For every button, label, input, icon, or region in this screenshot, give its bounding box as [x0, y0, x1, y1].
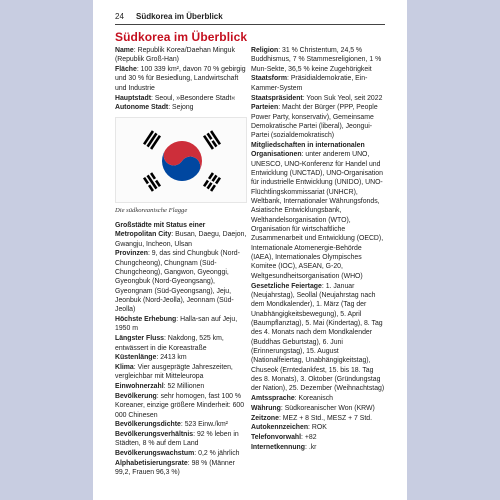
fact-entry — [251, 282, 385, 394]
fact-entry — [251, 433, 385, 442]
fact-label: Autokennzeichen — [251, 424, 309, 432]
fact-text: : 31 % Christentum, 24,5 % Buddhismus, 7 % Stammesreligionen, 1 % Mun-Sekte, 36,5 % keine Zugehörigkeit — [251, 47, 382, 73]
fact-entry — [115, 382, 247, 391]
section-title: Südkorea im Überblick — [115, 30, 248, 44]
fact-label: Name — [115, 47, 134, 54]
fact-entry — [115, 103, 247, 112]
fact-label: Währung — [251, 404, 281, 412]
fact-text: : 1. Januar (Neujahrstag), Seollal (Neujahrstag nach dem Mondkalender), 1. März (Tag der Unabhängigkeitsbewegung), 5. April (Baumpflanztag), 5. Mai (Kindertag), 8. Tag des 4. Monats nach dem Mondkalender (Buddhas Geburtstag), 6. Juni (Erinnerungstag), 15. August (Nationalfeiertag, Unabhängigkeitstag), Chuseok (Erntedankfest, 15. bis 18. Tag des 8. Monats), 3. Oktober (Gründungstag der Nation), 25. Dezember (Weihnachtstag) — [251, 282, 385, 393]
fact-entry — [115, 249, 247, 314]
fact-text: : sehr homogen, fast 100 % Koreaner, einzige größere Minderheit: 600 000 Chinesen — [115, 392, 245, 419]
trigram-2 — [203, 130, 221, 149]
right-column — [251, 46, 385, 452]
fact-text: : 523 Einw./km² — [180, 421, 228, 429]
fact-label: Klima — [115, 364, 134, 372]
fact-label: Höchste Erhebung — [115, 316, 177, 324]
right-entries — [251, 46, 385, 452]
fact-text: : unter anderem UNO, UNESCO, UNO-Konferenz für Handel und Entwicklung (UNCTAD), UNO-Organisation für industrielle Entwicklung (UNIDO), UNO-Flüchtlingskommissariat (UNHCR), Weltbank, Internationaler Währungsfonds, Asiatische Entwicklungsbank, Welthandelsorganisation (WTO), Organisation für wirtschaftliche Zusammenarbeit und Entwicklung (OECD), Internationale Atomenergie-Behörde (IAEA), Internationales Olympisches Komitee (IOC), ASEAN, G-20, Weltgesundheitsorganisation (WHO) — [251, 151, 384, 280]
fact-label: Zeitzone — [251, 414, 279, 422]
fact-label: Amtssprache — [251, 395, 295, 403]
fact-entry — [115, 363, 247, 382]
fact-label: Parteien — [251, 104, 279, 112]
fact-text: : 100 339 km², davon 70 % gebirgig und 30 % für Besiedlung, Landwirtschaft und Industrie — [115, 66, 246, 92]
fact-label: Fläche — [115, 66, 137, 74]
flag-figure — [115, 117, 247, 215]
fact-label: Staatspräsident — [251, 94, 303, 102]
taegeuk-symbol — [154, 133, 209, 188]
fact-entry — [251, 74, 385, 93]
fact-entry — [115, 449, 247, 458]
fact-entry — [251, 94, 385, 103]
fact-text: : Republik Korea/Daehan Minguk (Republik Groß-Han) — [115, 47, 235, 64]
fact-text: : Südkoreanischer Won (KRW) — [280, 404, 375, 412]
fact-label: Autonome Stadt — [115, 104, 169, 112]
fact-label: Großstädte mit Status einer Metropolitan City — [115, 221, 206, 239]
page-number: 24 — [115, 12, 124, 21]
running-title: Südkorea im Überblick — [136, 12, 223, 21]
fact-text: : MEZ + 8 Std., MESZ + 7 Std. — [278, 414, 373, 422]
fact-entry — [115, 334, 247, 353]
fact-entry — [115, 392, 247, 420]
fact-text: : Halla-san auf Jeju, 1950 m — [115, 316, 238, 333]
korean-flag-image — [115, 117, 247, 203]
fact-label: Einwohnerzahl — [115, 383, 164, 391]
header-rule — [115, 24, 385, 25]
fact-label: Staatsform — [251, 75, 287, 83]
fact-text: : 2413 km — [156, 354, 187, 362]
fact-text: : Seoul, »Besondere Stadt« — [150, 94, 236, 102]
left-column — [115, 46, 247, 478]
fact-entry — [115, 221, 247, 249]
fact-entry — [251, 443, 385, 452]
fact-entry — [115, 430, 247, 449]
fact-label: Bevölkerungsdichte — [115, 421, 181, 429]
trigram-1 — [203, 172, 221, 191]
fact-text: : Nakdong, 525 km, entwässert in die Koreastraße — [115, 335, 224, 352]
fact-text: : Präsidialdemokratie, Ein-Kammer-System — [251, 75, 368, 92]
fact-label: Küstenlänge — [115, 354, 157, 362]
fact-text: : Busan, Daegu, Daejon, Gwangju, Incheon, Ulsan — [115, 231, 247, 248]
fact-text: : 92 % leben in Städten, 8 % auf dem Land — [115, 431, 239, 448]
fact-entry — [251, 394, 385, 403]
fact-entry — [115, 46, 247, 65]
fact-entry — [251, 103, 385, 140]
fact-entry — [115, 65, 247, 93]
book-page — [93, 0, 407, 500]
fact-text: : ROK — [308, 424, 327, 432]
trigram-3 — [143, 172, 161, 191]
fact-text: : +82 — [301, 434, 317, 441]
fact-entry — [115, 459, 247, 478]
fact-entry — [115, 353, 247, 362]
fact-entry — [251, 141, 385, 281]
fact-text: : Vier ausgeprägte Jahreszeiten, vergleichbar mit Mitteleuropa — [115, 364, 233, 381]
fact-label: Längster Fluss — [115, 335, 165, 343]
fact-label: Telefonvorwahl — [251, 434, 302, 441]
fact-label: Provinzen — [115, 250, 148, 258]
fact-entry — [251, 404, 385, 413]
fact-label: Alphabetisierungsrate — [115, 459, 188, 467]
fact-text: : Yoon Suk Yeol, seit 2022 — [302, 94, 383, 102]
fact-label: Gesetzliche Feiertage — [251, 282, 322, 290]
fact-label: Internetkennung — [251, 443, 305, 451]
fact-text: : .kr — [304, 443, 317, 451]
fact-text: : 52 Millionen — [163, 383, 205, 391]
fact-label: Mitgliedschaften in internationalen Organisationen — [251, 142, 365, 159]
fact-entry — [115, 94, 247, 103]
fact-entry — [251, 423, 385, 432]
flag-caption: Die südkoreanische Flagge — [115, 206, 188, 214]
fact-text: : Macht der Bürger (PPP, People Power Party, konservativ), Gemeinsame Demokratische Partei (liberal), Jeongui-Partei (sozialdemokratisch) — [251, 104, 378, 140]
fact-text: : 98 % (Männer 99,2, Frauen 96,3 %) — [115, 459, 235, 477]
left-top-entries — [115, 46, 247, 113]
trigram-0 — [143, 130, 161, 149]
fact-entry — [251, 46, 385, 74]
fact-entry — [115, 315, 247, 334]
fact-text: : 0,2 % jährlich — [194, 450, 240, 458]
fact-entry — [251, 414, 385, 423]
fact-label: Bevölkerungswachstum — [115, 450, 195, 458]
fact-label: Bevölkerungsverhältnis — [115, 431, 194, 438]
fact-entry — [115, 420, 247, 429]
korean-flag-icon — [116, 118, 248, 204]
fact-text: : Koreanisch — [294, 395, 333, 403]
fact-label: Bevölkerung — [115, 392, 157, 400]
fact-text: : Sejong — [168, 104, 194, 112]
fact-label: Hauptstadt — [115, 94, 151, 102]
left-bottom-entries — [115, 221, 247, 478]
fact-label: Religion — [251, 47, 279, 54]
fact-text: : 9, das sind Chungbuk (Nord-Chungcheong), Chungnam (Süd-Chungcheong), Gangwon, Gyeonggi, Gyeongbuk (Nord-Gyeongsang), Gyeongnam (Süd-Gyeongsang), Jeju, Jeonbuk (Nord-Jeolla), Jeonnam (Süd-Jeolla) — [115, 250, 240, 314]
